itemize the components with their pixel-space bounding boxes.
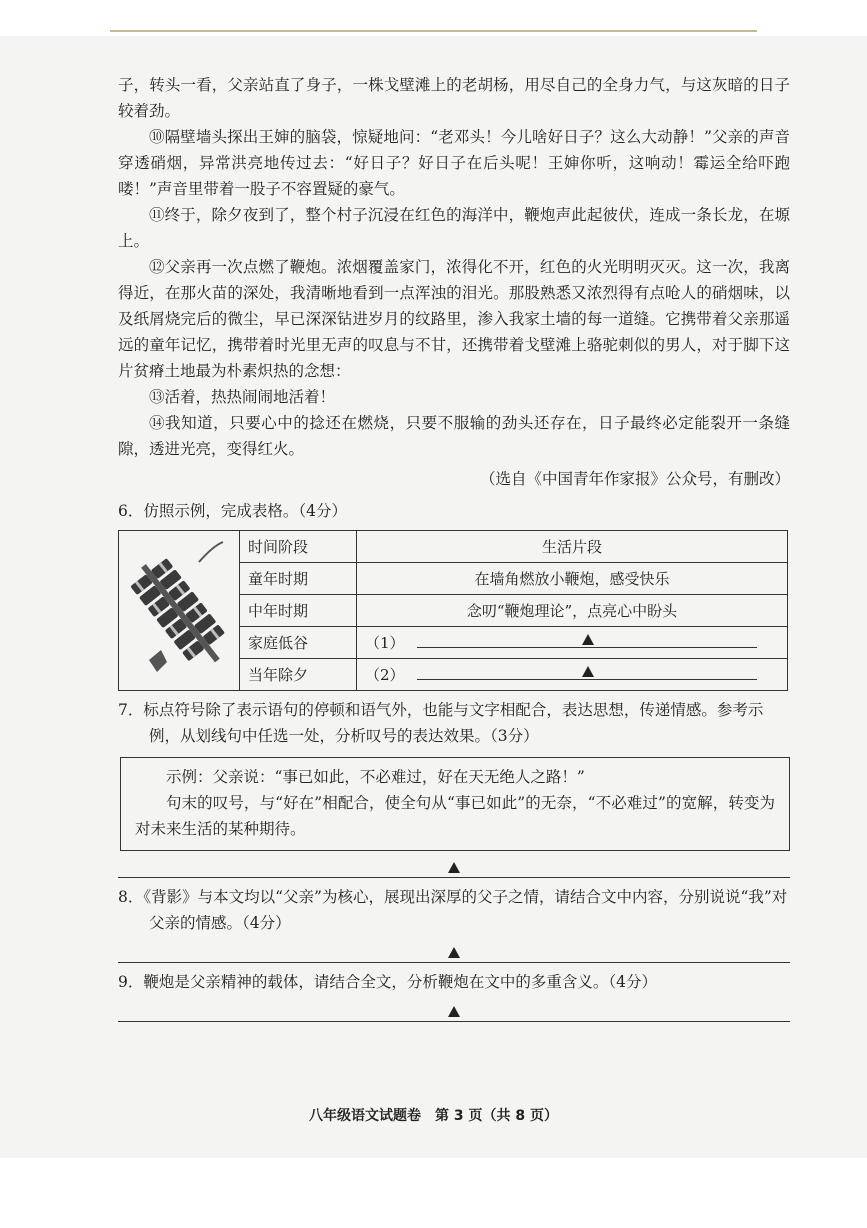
top-margin: [0, 0, 867, 36]
passage-source: （选自《中国青年作家报》公众号，有删改）: [479, 470, 790, 488]
example-line: 示例：父亲说：“事已如此，不必难过，好在天无绝人之路！”: [166, 768, 585, 786]
firecracker-image-cell: [119, 531, 240, 691]
header-stage: 时间阶段: [240, 531, 357, 563]
table-header-row: [119, 531, 788, 563]
triangle-marker-icon: [448, 862, 460, 873]
life-table: [118, 530, 788, 691]
row-stage: 家庭低谷: [240, 627, 357, 659]
blank-label-2: （2）: [365, 665, 405, 684]
blank-line-2[interactable]: [417, 663, 757, 680]
bottom-margin: [0, 1158, 867, 1228]
triangle-marker-icon: [582, 634, 594, 645]
question-6-prompt: 6．仿照示例，完成表格。（4分）: [118, 502, 347, 520]
page-content: [118, 72, 790, 1022]
question-9-prompt: 9．鞭炮是父亲精神的载体，请结合全文，分析鞭炮在文中的多重含义。（4分）: [118, 973, 657, 991]
answer-line-8[interactable]: [118, 940, 790, 963]
page-footer: 八年级语文试题卷 第 3 页（共 8 页）: [309, 1108, 558, 1124]
example-analysis: 句末的叹号，与“好在”相配合，使全句从“事已如此”的无奈，“不必难过”的宽解，转变为对未来生活的某种期待。: [135, 794, 775, 838]
passage-paragraph-10: ⑩隔壁墙头探出王婶的脑袋，惊疑地问：“老邓头！今儿啥好日子？这么大动静！”父亲的声音穿透硝烟，异常洪亮地传过去：“好日子？好日子在后头呢！王婶你听，这响动！霉运全给吓跑喽！”声音里带着一股子不容置疑的豪气。: [118, 128, 790, 198]
triangle-marker-icon: [582, 666, 594, 677]
answer-blank-2[interactable]: [357, 659, 788, 691]
passage-paragraph-11: ⑪终于，除夕夜到了，整个村子沉浸在红色的海洋中，鞭炮声此起彼伏，连成一条长龙，在塬上。: [118, 206, 790, 250]
answer-line-7[interactable]: [118, 855, 790, 878]
row-stage: 中年时期: [240, 595, 357, 627]
triangle-marker-icon: [448, 947, 460, 958]
question-8-prompt: 8．《背影》与本文均以“父亲”为核心，展现出深厚的父子之情，请结合文中内容，分别说说“我”对父亲的情感。（4分）: [118, 888, 788, 932]
row-stage: 童年时期: [240, 563, 357, 595]
blank-label-1: （1）: [365, 633, 405, 652]
passage-paragraph-cont: 子，转头一看，父亲站直了身子，一株戈壁滩上的老胡杨，用尽自己的全身力气，与这灰暗的日子较着劲。: [118, 76, 790, 120]
answer-blank-1[interactable]: [357, 627, 788, 659]
firecracker-icon: [127, 532, 231, 682]
top-divider: [110, 30, 757, 32]
question-7-prompt: 7．标点符号除了表示语句的停顿和语气外，也能与文字相配合，表达思想，传递情感。参考示例，从划线句中任选一处，分析叹号的表达效果。（3分）: [118, 701, 764, 745]
row-stage: 当年除夕: [240, 659, 357, 691]
passage-paragraph-14: ⑭我知道，只要心中的捻还在燃烧，只要不服输的劲头还存在，日子最终必定能裂开一条缝隙，透进光亮，变得红火。: [118, 414, 790, 458]
row-fragment: 念叨“鞭炮理论”，点亮心中盼头: [357, 595, 788, 627]
answer-line-9[interactable]: [118, 999, 790, 1022]
example-box: [120, 757, 790, 851]
triangle-marker-icon: [448, 1006, 460, 1017]
row-fragment: 在墙角燃放小鞭炮，感受快乐: [357, 563, 788, 595]
header-fragment: 生活片段: [357, 531, 788, 563]
blank-line-1[interactable]: [417, 631, 757, 648]
passage-paragraph-13: ⑬活着，热热闹闹地活着！: [149, 388, 336, 406]
passage-paragraph-12: ⑫父亲再一次点燃了鞭炮。浓烟覆盖家门，浓得化不开，红色的火光明明灭灭。这一次，我离得近，在那火苗的深处，我清晰地看到一点浑浊的泪光。那股熟悉又浓烈得有点呛人的硝烟味，以及纸屑烧完后的微尘，早已深深钻进岁月的纹路里，渗入我家土墙的每一道缝。它携带着父亲那遥远的童年记忆，携带着时光里无声的叹息与不甘，还携带着戈壁滩上骆驼刺似的男人，对于脚下这片贫瘠土地最为朴素炽热的念想：: [118, 258, 790, 380]
